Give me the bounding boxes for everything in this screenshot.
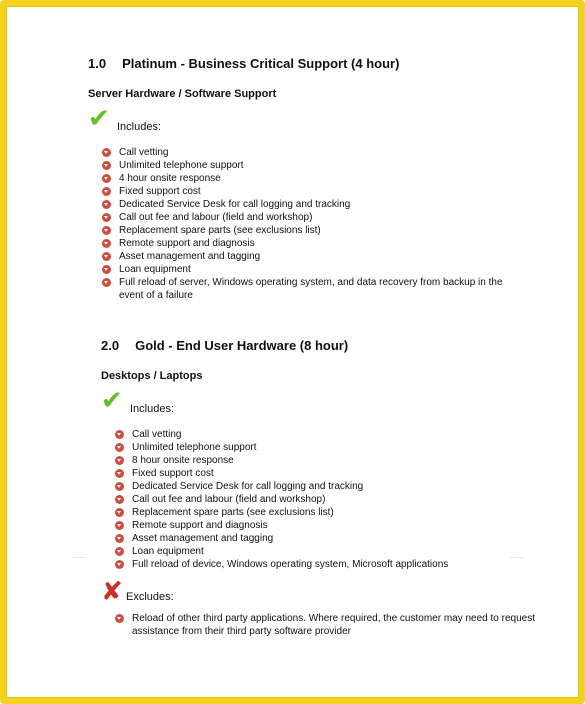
bullet-icon — [102, 187, 111, 196]
bullet-icon — [102, 174, 111, 183]
bullet-icon — [115, 560, 124, 569]
bullet-icon — [115, 430, 124, 439]
list-item: Fixed support cost — [102, 185, 528, 198]
list-item: Dedicated Service Desk for call logging and tracking — [115, 480, 541, 493]
bullet-icon — [115, 547, 124, 556]
list-item: Call vetting — [115, 428, 541, 441]
cross-icon: ✘ — [101, 577, 123, 607]
section-platinum — [88, 56, 528, 302]
list-item: Dedicated Service Desk for call logging and tracking — [102, 198, 528, 211]
includes-label: Includes: — [130, 403, 175, 415]
includes-list — [88, 146, 528, 302]
list-item: Full reload of device, Windows operating system, Microsoft applications — [115, 558, 541, 571]
list-item: Unlimited telephone support — [102, 159, 528, 172]
bullet-icon — [115, 521, 124, 530]
list-item: Asset management and tagging — [115, 532, 541, 545]
excludes-row — [101, 577, 541, 612]
list-item: Call out fee and labour (field and workshop) — [115, 493, 541, 506]
list-item: Replacement spare parts (see exclusions list) — [115, 506, 541, 519]
list-item: Remote support and diagnosis — [102, 237, 528, 250]
list-item: 8 hour onsite response — [115, 454, 541, 467]
list-item: Remote support and diagnosis — [115, 519, 541, 532]
list-item: Replacement spare parts (see exclusions list) — [102, 224, 528, 237]
bullet-icon — [102, 161, 111, 170]
list-item: Loan equipment — [115, 545, 541, 558]
includes-list — [101, 428, 541, 571]
section-heading — [101, 338, 541, 353]
bullet-icon — [115, 482, 124, 491]
includes-row — [101, 386, 541, 428]
includes-label: Includes: — [117, 121, 162, 133]
list-item: Fixed support cost — [115, 467, 541, 480]
bullet-icon — [102, 252, 111, 261]
bullet-icon — [102, 265, 111, 274]
bullet-icon — [102, 213, 111, 222]
bullet-icon — [115, 508, 124, 517]
list-item: 4 hour onsite response — [102, 172, 528, 185]
bullet-icon — [102, 239, 111, 248]
section-gold — [101, 338, 541, 638]
list-item: Call vetting — [102, 146, 528, 159]
bullet-icon — [115, 534, 124, 543]
bullet-icon — [102, 226, 111, 235]
section-title: Platinum - Business Critical Support (4 hour) — [122, 56, 400, 71]
bullet-icon — [115, 469, 124, 478]
section-number: 2.0 — [101, 338, 120, 353]
bullet-icon — [115, 456, 124, 465]
bullet-icon — [115, 495, 124, 504]
excludes-list — [101, 612, 541, 638]
check-icon: ✔ — [101, 386, 123, 416]
section-number: 1.0 — [88, 56, 107, 71]
includes-row — [88, 104, 528, 146]
excludes-label: Excludes: — [126, 591, 174, 603]
list-item: Call out fee and labour (field and workshop) — [102, 211, 528, 224]
section-subheading: Desktops / Laptops — [101, 370, 203, 382]
bullet-icon — [115, 614, 124, 623]
section-heading — [88, 56, 528, 71]
bullet-icon — [102, 200, 111, 209]
list-item: Reload of other third party applications. Where required, the customer may need to request assistance from their third party software provider — [115, 612, 541, 638]
list-item: Asset management and tagging — [102, 250, 528, 263]
bullet-icon — [102, 278, 111, 287]
check-icon: ✔ — [88, 104, 110, 134]
list-item: Full reload of server, Windows operating system, and data recovery from backup in the event of a failure — [102, 276, 528, 302]
bullet-icon — [115, 443, 124, 452]
bullet-icon — [102, 148, 111, 157]
list-item: Unlimited telephone support — [115, 441, 541, 454]
section-title: Gold - End User Hardware (8 hour) — [135, 338, 349, 353]
divider — [72, 557, 86, 558]
list-item: Loan equipment — [102, 263, 528, 276]
section-subheading: Server Hardware / Software Support — [88, 88, 277, 100]
